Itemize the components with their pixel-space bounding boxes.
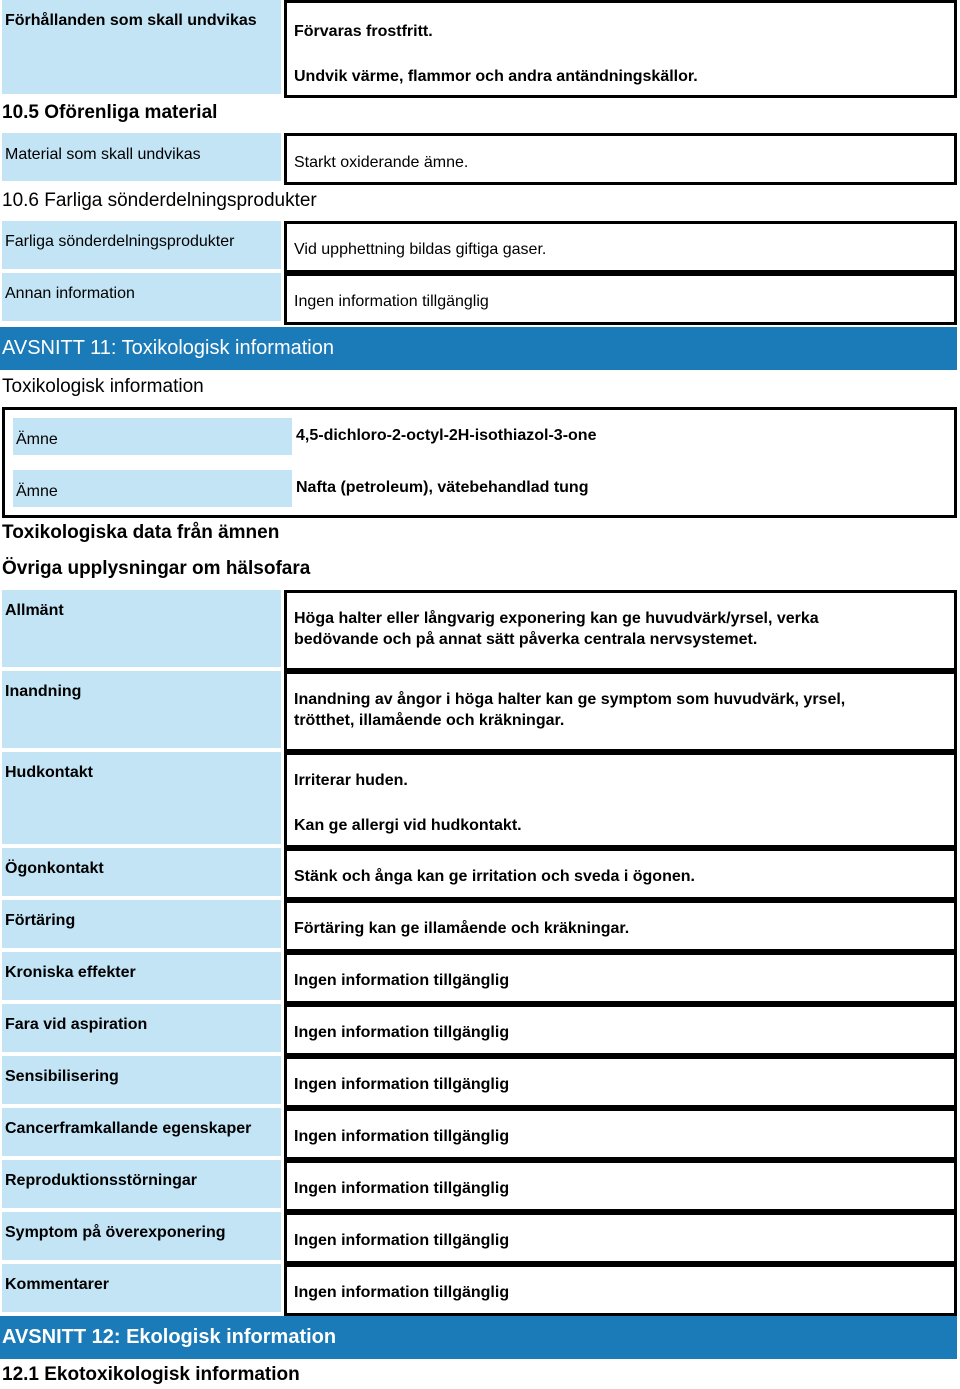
sensitization-label: Sensibilisering [2,1056,281,1104]
heading-10-5: 10.5 Oförenliga material [2,102,218,123]
substance-value: Nafta (petroleum), vätebehandlad tung [296,479,589,496]
general-line-2: bedövande och på annat sätt påverka centrala nervsystemet. [294,631,758,648]
substances-box [2,407,957,518]
reproductive-value: Ingen information tillgänglig [284,1160,957,1212]
skin-label: Hudkontakt [2,752,281,844]
skin-line-2: Kan ge allergi vid hudkontakt. [294,817,522,834]
section-11-header: AVSNITT 11: Toxikologisk information [0,327,957,370]
comments-label: Kommentarer [2,1264,281,1312]
skin-line-1: Irriterar huden. [294,772,408,789]
chronic-label: Kroniska effekter [2,952,281,1000]
inhalation-value [284,671,957,752]
ingestion-value: Förtäring kan ge illamående och kräkningar. [284,900,957,952]
ingestion-label: Förtäring [2,900,281,948]
carcinogenic-label: Cancerframkallande egenskaper [2,1108,281,1156]
other-info-value: Ingen information tillgänglig [284,273,957,325]
inhalation-line-1: Inandning av ångor i höga halter kan ge symptom som huvudvärk, yrsel, [294,691,846,708]
conditions-value [284,0,957,98]
chronic-value: Ingen information tillgänglig [284,952,957,1004]
substance-value: 4,5-dichloro-2-octyl-2H-isothiazol-3-one [296,427,597,444]
sensitization-value: Ingen information tillgänglig [284,1056,957,1108]
inhalation-line-2: trötthet, illamående och kräkningar. [294,712,565,729]
health-hazard-heading: Övriga upplysningar om hälsofara [2,558,311,579]
comments-value: Ingen information tillgänglig [284,1264,957,1316]
tox-info-heading: Toxikologisk information [2,376,204,397]
carcinogenic-value: Ingen information tillgänglig [284,1108,957,1160]
general-value [284,590,957,671]
materials-value: Starkt oxiderande ämne. [284,133,957,185]
section-12-header: AVSNITT 12: Ekologisk information [0,1316,957,1359]
heading-10-6: 10.6 Farliga sönderdelningsprodukter [2,190,317,211]
inhalation-label: Inandning [2,671,281,748]
general-line-1: Höga halter eller långvarig exponering kan ge huvudvärk/yrsel, verka [294,610,819,627]
overexposure-label: Symptom på överexponering [2,1212,281,1260]
decomp-label: Farliga sönderdelningsprodukter [2,221,281,269]
eye-value: Stänk och ånga kan ge irritation och sveda i ögonen. [284,848,957,900]
overexposure-value: Ingen information tillgänglig [284,1212,957,1264]
conditions-line-1: Förvaras frostfritt. [294,23,433,40]
conditions-line-2: Undvik värme, flammor och andra antändningskällor. [294,68,698,85]
eye-label: Ögonkontakt [2,848,281,896]
tox-data-heading: Toxikologiska data från ämnen [2,522,280,543]
aspiration-label: Fara vid aspiration [2,1004,281,1052]
materials-label: Material som skall undvikas [2,133,281,181]
aspiration-value: Ingen information tillgänglig [284,1004,957,1056]
ecotox-heading: 12.1 Ekotoxikologisk information [2,1364,300,1385]
substance-label: Ämne [13,418,292,455]
conditions-label: Förhållanden som skall undvikas [2,0,281,94]
other-info-label: Annan information [2,273,281,321]
substance-label: Ämne [13,470,292,507]
skin-value [284,752,957,848]
reproductive-label: Reproduktionsstörningar [2,1160,281,1208]
decomp-value: Vid upphettning bildas giftiga gaser. [284,221,957,273]
general-label: Allmänt [2,590,281,667]
